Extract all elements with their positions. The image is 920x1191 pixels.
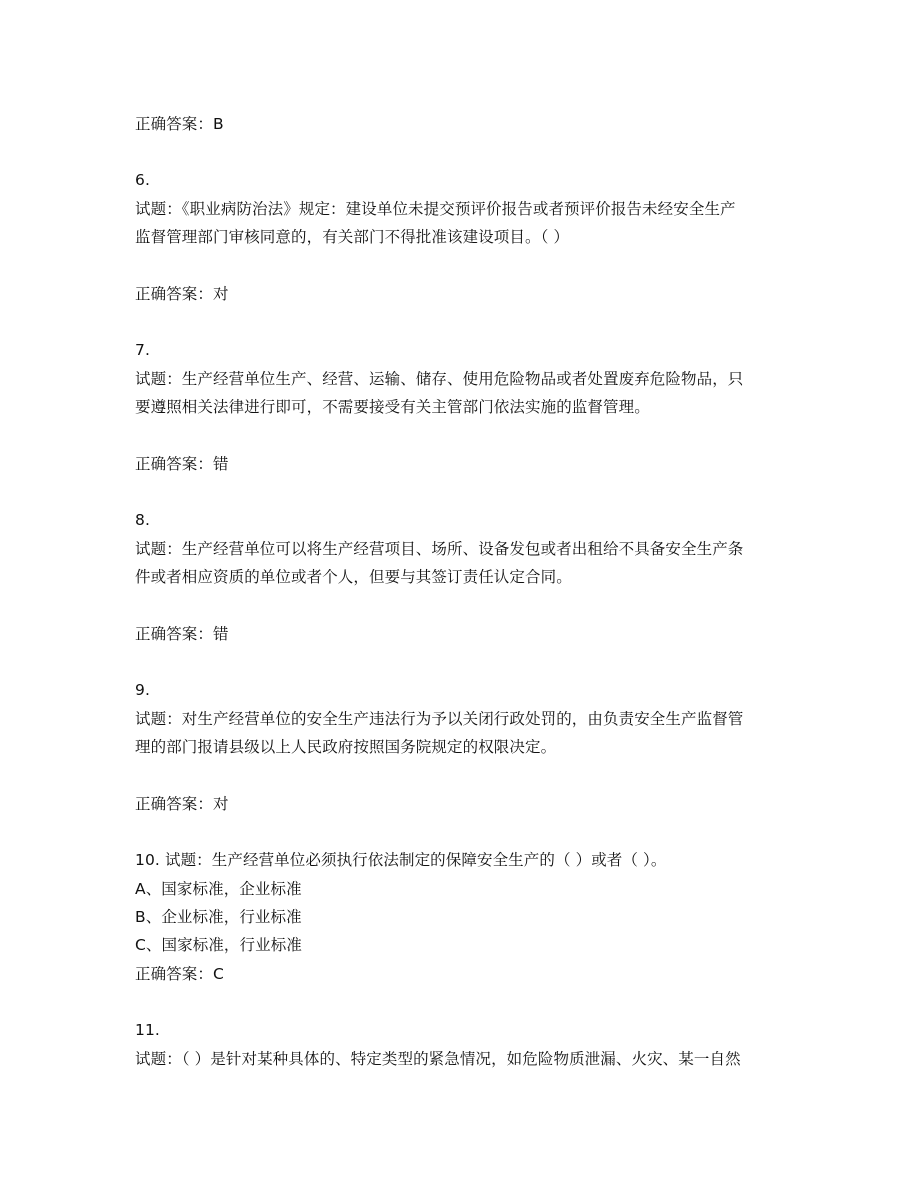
question-text-10: 10. 试题：生产经营单位必须执行依法制定的保障安全生产的（ ）或者（ ）。 [135, 851, 667, 869]
question-text-9-line-1: 试题：对生产经营单位的安全生产违法行为予以关闭行政处罚的，由负责安全生产监督管 [135, 710, 744, 728]
answer-line-7: 正确答案：错 [135, 455, 229, 473]
answer-line-10: 正确答案：C [135, 965, 224, 983]
option-b-10: B、企业标准，行业标准 [135, 908, 302, 926]
question-text-8-line-2: 件或者相应资质的单位或者个人，但要与其签订责任认定合同。 [135, 568, 572, 586]
question-text-6-line-2: 监督管理部门审核同意的，有关部门不得批准该建设项目。（ ） [135, 228, 570, 246]
question-number-9: 9. [135, 681, 150, 699]
question-text-8-line-1: 试题：生产经营单位可以将生产经营项目、场所、设备发包或者出租给不具备安全生产条 [135, 540, 744, 558]
question-text-11-line-1: 试题：（ ）是针对某种具体的、特定类型的紧急情况，如危险物质泄漏、火灾、某一自然 [135, 1050, 741, 1068]
question-text-6-line-1: 试题：《职业病防治法》规定：建设单位未提交预评价报告或者预评价报告未经安全生产 [135, 200, 736, 218]
question-text-7-line-1: 试题：生产经营单位生产、经营、运输、储存、使用危险物品或者处置废弃危险物品，只 [135, 370, 744, 388]
option-a-10: A、国家标准，企业标准 [135, 880, 302, 898]
answer-line-8: 正确答案：错 [135, 625, 229, 643]
answer-line-6: 正确答案：对 [135, 285, 229, 303]
question-number-7: 7. [135, 341, 150, 359]
question-number-8: 8. [135, 511, 150, 529]
question-text-7-line-2: 要遵照相关法律进行即可，不需要接受有关主管部门依法实施的监督管理。 [135, 398, 650, 416]
question-number-11: 11. [135, 1021, 160, 1039]
question-text-9-line-2: 理的部门报请县级以上人民政府按照国务院规定的权限决定。 [135, 738, 557, 756]
answer-line-9: 正确答案：对 [135, 795, 229, 813]
answer-line-5: 正确答案：B [135, 115, 224, 133]
option-c-10: C、国家标准，行业标准 [135, 936, 302, 954]
question-number-6: 6. [135, 171, 150, 189]
